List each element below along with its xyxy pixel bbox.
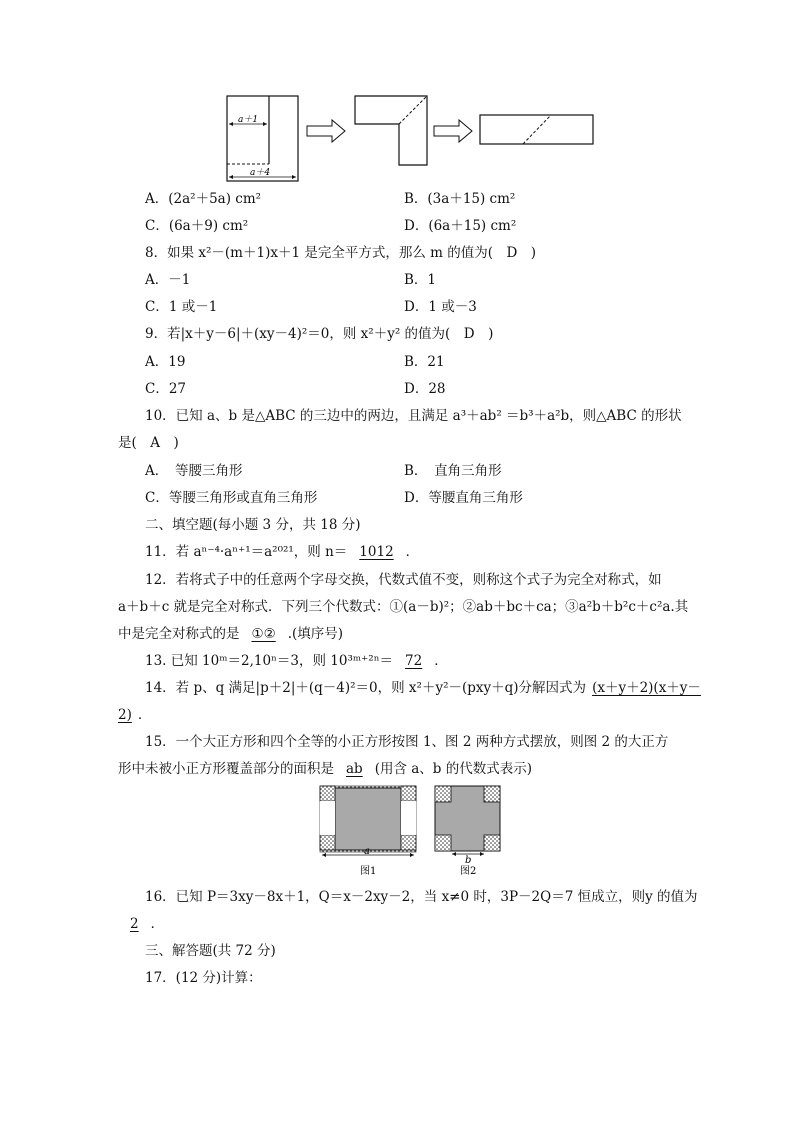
label-b: b [465, 855, 472, 866]
q13 [145, 652, 448, 670]
q11-answer: 1012 [359, 544, 394, 560]
q12-end: .(填序号) [287, 626, 344, 642]
caption-figure-1: 图1 [360, 866, 377, 877]
q8-option-c[interactable]: C．1 或－1 [145, 299, 218, 315]
caption-figure-2: 图2 [460, 866, 477, 877]
q8-option-b[interactable]: B．1 [404, 272, 437, 288]
q13-end: ． [434, 653, 448, 669]
q11 [145, 543, 419, 561]
figure-squares [0, 780, 794, 880]
q14-stem: 14．若 p、q 满足|p＋2|＋(q－4)²＝0，则 x²＋y²－(pxy＋q)分解因式为 [145, 680, 587, 696]
q10-option-b[interactable]: B． 直角三角形 [404, 463, 502, 479]
q15-end: (用含 a、b 的代数式表示) [374, 761, 533, 777]
q7-option-b[interactable]: B．(3a＋15) cm² [404, 191, 516, 207]
label-a: a [364, 846, 370, 857]
q10-stem-line2: 是( A ) [118, 435, 179, 451]
q10-option-a[interactable]: A． 等腰三角形 [145, 463, 243, 479]
q10-option-c[interactable]: C．等腰三角形或直角三角形 [145, 490, 318, 506]
q13-stem: 13. 已知 10ᵐ＝2,10ⁿ＝3，则 10³ᵐ⁺²ⁿ＝ [145, 653, 394, 669]
q15-stem: 形中未被小正方形覆盖部分的面积是 [118, 761, 334, 777]
q15-line2 [118, 760, 532, 778]
figure-1 [320, 786, 416, 877]
q7-option-a[interactable]: A．(2a²＋5a) cm² [145, 191, 262, 207]
q7-option-c[interactable]: C．(6a＋9) cm² [145, 218, 249, 234]
q9-stem: 9．若|x＋y－6|＋(xy－4)²＝0，则 x²＋y² 的值为( D ) [145, 326, 494, 342]
q14-line1 [145, 679, 703, 697]
q12-stem: 中是完全对称式的是 [118, 626, 240, 642]
q13-answer: 72 [405, 653, 423, 669]
q8-option-d[interactable]: D．1 或－3 [404, 299, 477, 315]
q12-line1: 12．若将式子中的任意两个字母交换，代数式值不变，则称这个式子为完全对称式，如 [145, 572, 662, 588]
q14-line2 [118, 706, 151, 724]
q15-line1: 15．一个大正方形和四个全等的小正方形按图 1、图 2 两种方式摆放，则图 2 的大正方 [145, 734, 669, 750]
q16-answer: 2 [130, 916, 139, 932]
q10-option-d[interactable]: D．等腰直角三角形 [404, 490, 523, 506]
arrow-right-icon [307, 120, 345, 142]
section-3-heading: 三、解答题(共 72 分) [145, 943, 276, 959]
q8-option-a[interactable]: A．－1 [145, 272, 191, 288]
label-a-plus-1: a＋1 [238, 115, 259, 125]
q14-answer-part2: 2) [118, 707, 132, 723]
label-a-plus-4: a＋4 [250, 168, 271, 178]
q10-stem-line1: 10．已知 a、b 是△ABC 的三边中的两边，且满足 a³＋ab² ＝b³＋a²b，则△ABC 的形状 [145, 408, 682, 424]
q11-end: ． [405, 544, 420, 560]
figure-2 [435, 786, 500, 877]
q7-option-d[interactable]: D．(6a＋15) cm² [404, 218, 517, 234]
q11-stem: 11．若 aⁿ⁻⁴·aⁿ⁺¹＝a²⁰²¹，则 n＝ [145, 544, 348, 560]
q9-option-d[interactable]: D．28 [404, 381, 446, 397]
q16-end: ． [150, 916, 165, 932]
q16-line1: 16．已知 P＝3xy－8x＋1，Q＝x－2xy－2，当 x≠0 时，3P－2Q＝7 恒成立，则y 的值为 [145, 889, 698, 905]
l-shape [355, 96, 427, 165]
figure-folding-rectangles [0, 0, 794, 190]
q9-option-b[interactable]: B．21 [404, 354, 445, 370]
q12-answer: ①② [251, 626, 276, 642]
q9-option-c[interactable]: C．27 [145, 381, 187, 397]
q14-end: ． [137, 707, 152, 723]
q14-answer-part1: (x＋y＋2)(x＋y－ [592, 680, 701, 696]
q15-answer: ab [346, 761, 363, 777]
q16-line2 [118, 915, 164, 933]
arrow-right-icon [434, 120, 472, 142]
q12-line3 [118, 625, 343, 643]
section-2-heading: 二、填空题(每小题 3 分，共 18 分) [145, 517, 361, 533]
q17-stem: 17．(12 分)计算： [145, 970, 262, 986]
q8-stem: 8．如果 x²－(m＋1)x＋1 是完全平方式，那么 m 的值为( D ) [145, 245, 537, 261]
q9-option-a[interactable]: A．19 [145, 354, 186, 370]
q12-line2: a＋b＋c 就是完全对称式．下列三个代数式：①(a－b)²；②ab＋bc＋ca；③a²b＋b²c＋c²a.其 [118, 599, 689, 615]
long-rectangle [480, 115, 593, 144]
